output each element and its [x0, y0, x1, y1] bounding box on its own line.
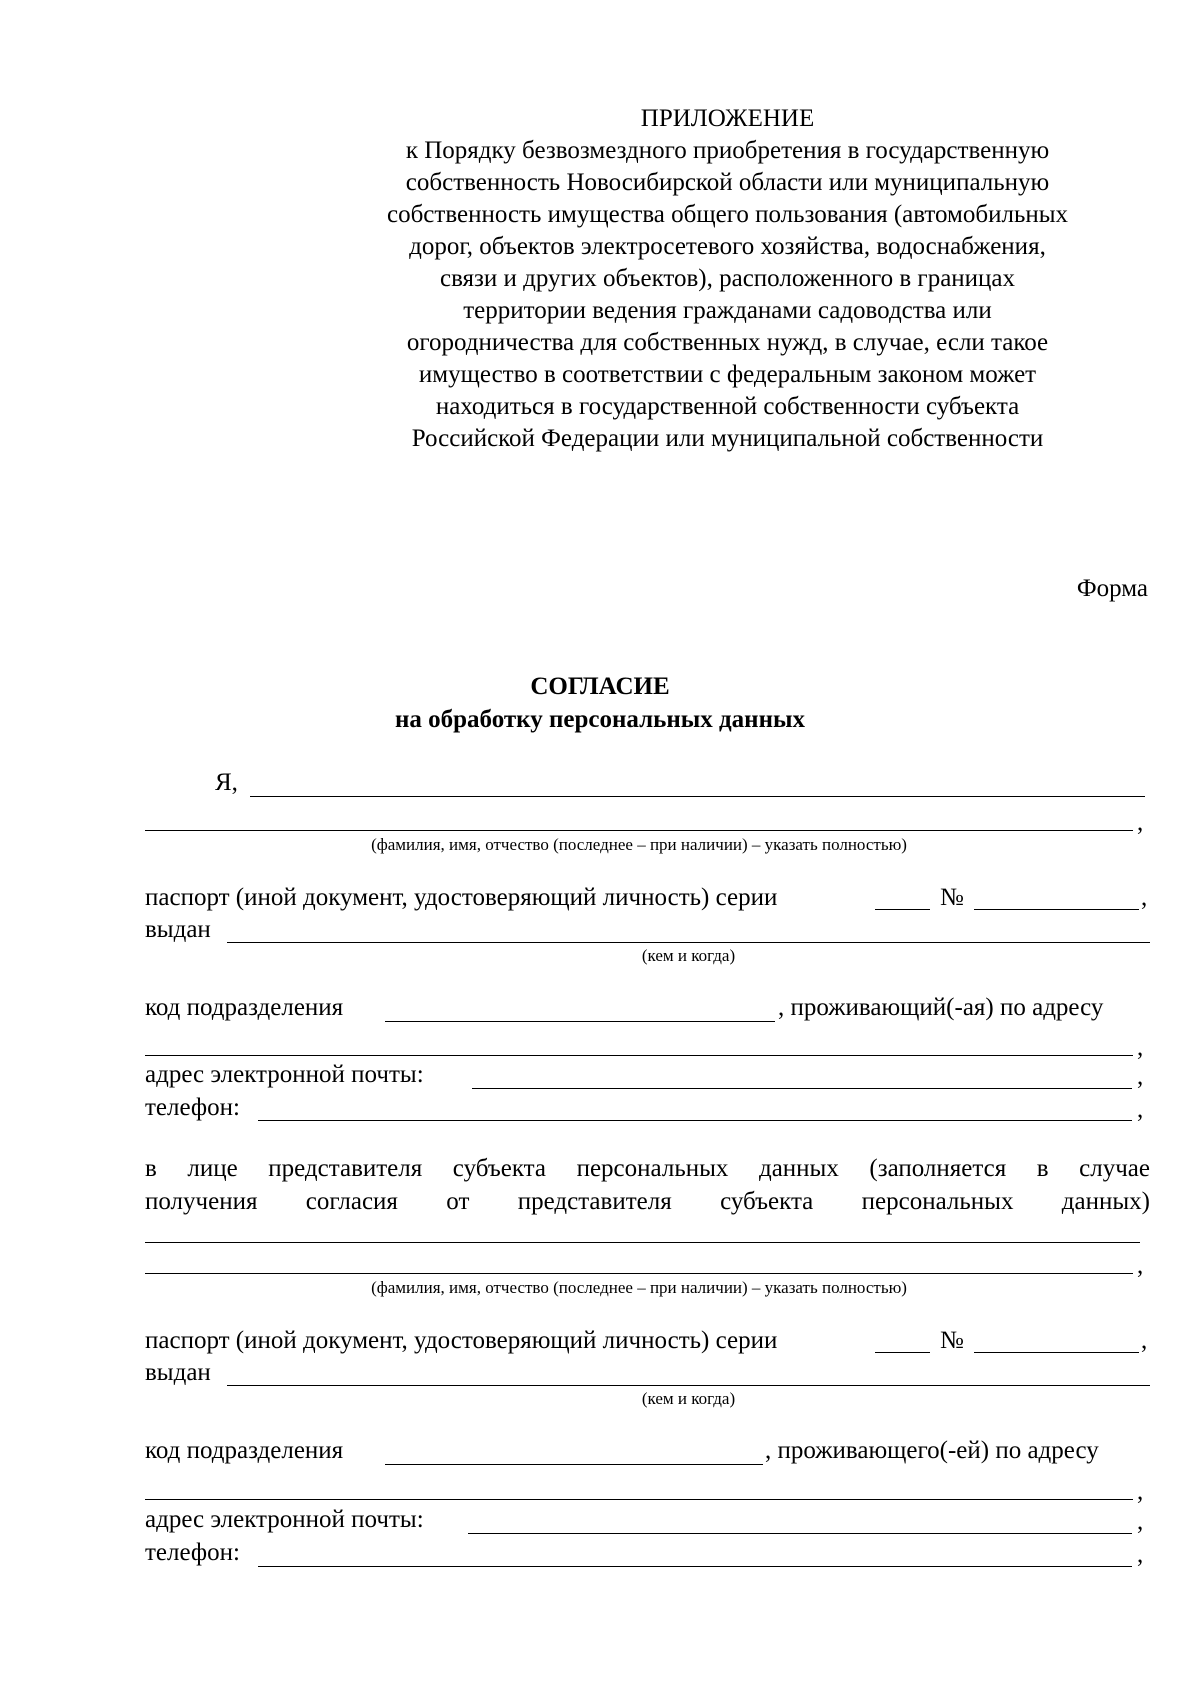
appendix-line: имущество в соответствии с федеральным законом может — [418, 361, 1037, 388]
issued-hint: (кем и когда) — [641, 946, 736, 965]
passport-series-field[interactable] — [875, 909, 930, 910]
fio-field-2[interactable] — [145, 830, 1133, 831]
passport-number-field[interactable] — [974, 909, 1139, 910]
appendix-line: собственность Новосибирской области или муниципальную — [405, 169, 1050, 196]
representative-line-2: получения согласия от представителя субъекта персональных данных) — [145, 1188, 1150, 1215]
division-code-field[interactable] — [385, 1021, 775, 1022]
email-field[interactable] — [472, 1088, 1132, 1089]
consent-subtitle: на обработку персональных данных — [395, 706, 805, 733]
phone-label: телефон: — [145, 1094, 240, 1121]
appendix-line: огородничества для собственных нужд, в случае, если такое — [406, 329, 1049, 356]
consent-title: СОГЛАСИЕ — [530, 673, 670, 700]
comma: , — [1137, 1063, 1144, 1090]
phone-field[interactable] — [258, 1120, 1132, 1121]
rep-residing-label: , проживающего(-ей) по адресу — [765, 1437, 1099, 1464]
comma: , — [1137, 1508, 1144, 1535]
number-sign: № — [940, 884, 964, 911]
form-label: Форма — [1076, 575, 1148, 602]
comma: , — [1141, 1327, 1148, 1354]
comma: , — [1137, 1034, 1144, 1061]
rep-address-field[interactable] — [145, 1499, 1133, 1500]
ya-label: Я, — [215, 769, 238, 796]
rep-division-code-label: код подразделения — [145, 1437, 344, 1464]
fio-hint: (фамилия, имя, отчество (последнее – при наличии) – указать полностью) — [371, 835, 907, 854]
rep-passport-number-field[interactable] — [974, 1352, 1139, 1353]
appendix-line: к Порядку безвозмездного приобретения в государственную — [405, 137, 1050, 164]
fio-field-1[interactable] — [250, 796, 1145, 797]
comma: , — [1137, 809, 1144, 836]
rep-issued-field[interactable] — [227, 1385, 1150, 1386]
rep-passport-series-field[interactable] — [875, 1352, 930, 1353]
rep-email-field[interactable] — [468, 1533, 1132, 1534]
rep-issued-label: выдан — [145, 1359, 211, 1386]
residing-label: , проживающий(-ая) по адресу — [778, 994, 1104, 1021]
appendix-block — [345, 104, 1110, 456]
comma: , — [1141, 884, 1148, 911]
rep-passport-label: паспорт (иной документ, удостоверяющий личность) серии — [145, 1327, 778, 1354]
division-code-label: код подразделения — [145, 994, 344, 1021]
rep-division-code-field[interactable] — [385, 1464, 763, 1465]
issued-label: выдан — [145, 916, 211, 943]
rep-phone-field[interactable] — [258, 1566, 1132, 1567]
comma: , — [1137, 1541, 1144, 1568]
rep-issued-hint: (кем и когда) — [641, 1389, 736, 1408]
comma: , — [1137, 1096, 1144, 1123]
rep-phone-label: телефон: — [145, 1539, 240, 1566]
appendix-line: находиться в государственной собственности субъекта — [435, 393, 1020, 420]
passport-label: паспорт (иной документ, удостоверяющий личность) серии — [145, 884, 778, 911]
appendix-line: собственность имущества общего пользования (автомобильных — [386, 201, 1069, 228]
comma: , — [1137, 1252, 1144, 1279]
issued-field[interactable] — [227, 942, 1150, 943]
comma: , — [1137, 1478, 1144, 1505]
email-label: адрес электронной почты: — [145, 1061, 424, 1088]
appendix-line: Российской Федерации или муниципальной собственности — [411, 425, 1044, 452]
rep-email-label: адрес электронной почты: — [145, 1506, 424, 1533]
appendix-line: территории ведения гражданами садоводства или — [463, 297, 992, 324]
appendix-title: ПРИЛОЖЕНИЕ — [640, 105, 815, 132]
rep-fio-hint: (фамилия, имя, отчество (последнее – при наличии) – указать полностью) — [371, 1278, 907, 1297]
rep-number-sign: № — [940, 1327, 964, 1354]
representative-line-1: в лице представителя субъекта персональных данных (заполняется в случае — [145, 1155, 1150, 1182]
rep-fio-field-2[interactable] — [145, 1273, 1133, 1274]
appendix-line: связи и других объектов), расположенного в границах — [439, 265, 1016, 292]
rep-fio-field-1[interactable] — [145, 1242, 1140, 1243]
address-field[interactable] — [145, 1055, 1133, 1056]
appendix-line: дорог, объектов электросетевого хозяйства, водоснабжения, — [409, 233, 1046, 260]
